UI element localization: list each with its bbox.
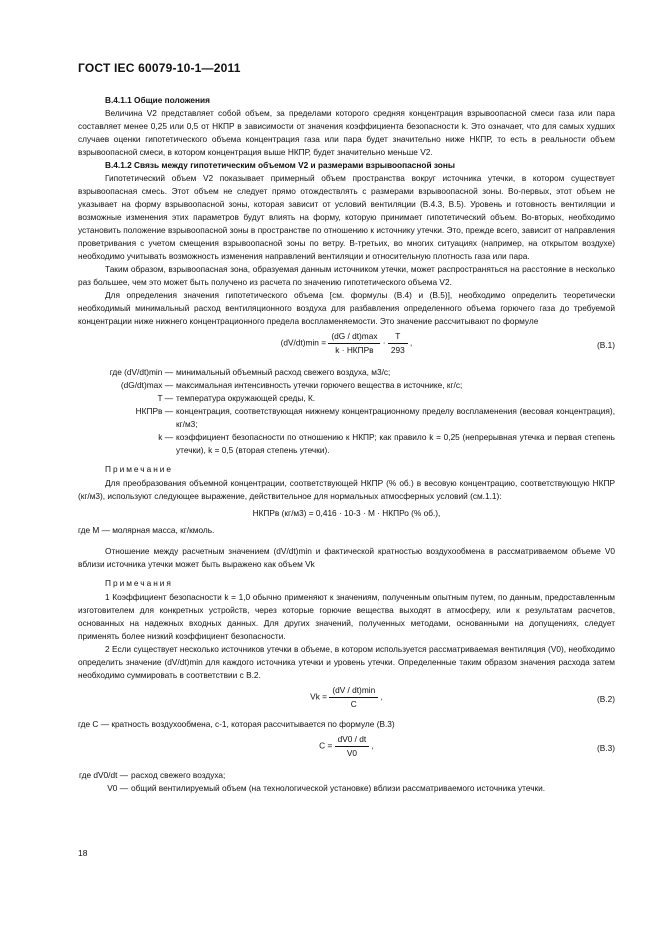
- equation-b3: [78, 733, 615, 763]
- standard-header: ГОСТ IEC 60079-10-1—2011: [78, 61, 241, 75]
- paragraph-2: Гипотетический объем V2 показывает примерный объем пространства вокруг источника утечки, в котором существует взрывоопасная смесь. Этот объем не следует прямо отождествлять с размерами взрывоопасной зоны. Во-первых, этот объем не указывает на форму взрывоопасной зоны, которая зависит от условий вентиляции (В.4.3, В.5). Уровень и готовность вентиляции и возможные изменения этих параметров будут влиять на форму, которую принимает гипотетический объем. Во-вторых, необходимо установить положение взрывоопасной зоны в пространстве по отношению к источнику утечки. Это, прежде всего, зависит от направления проветривания с учетом смещения взрывоопасной зоны по ветру. В-третьих, во многих ситуациях (например, на открытом воздухе) необходимо учитывать возможность изменения направлений вентиляции и относительную плотность газа или пара.: [78, 173, 615, 261]
- definition-term: НКПРв —: [135, 406, 173, 416]
- paragraph-3: Таким образом, взрывоопасная зона, образуемая данным источником утечки, может распространяться на расстояние в несколько раз большее, чем это может быть получено из расчета по значению гипотетического объема V2.: [78, 264, 615, 287]
- eq1-numerator-1: (dG / dt)max: [328, 330, 380, 344]
- definition-term: k —: [158, 432, 173, 442]
- definition-term: V0 —: [107, 783, 128, 793]
- eq3-tail: ,: [371, 740, 374, 751]
- eq2-fraction: [329, 684, 378, 711]
- eq1-fraction-2: [388, 330, 408, 357]
- note-heading: Примечание: [105, 464, 174, 474]
- definition-desc: общий вентилируемый объем (на технологической установке) вблизи рассматриваемого источника утечки.: [131, 783, 546, 793]
- paragraph-4: Для определения значения гипотетического объема [см. формулы (В.4) и (В.5)], необходимо определить теоретически необходимый минимальный расход вентиляционного воздуха для разбавления определенного объема горючего газа до требуемой концентрации ниже нижнего концентрационного предела воспламеняемости. Это значение рассчитывают по формуле: [78, 290, 615, 326]
- definition-row: [78, 405, 615, 431]
- paragraph-5: Отношение между расчетным значением (dV/dt)min и фактической кратностью воздухообмена в рассматриваемом объеме V0 вблизи источника утечки может быть выражено как объем Vk: [78, 546, 615, 569]
- note-text: Для преобразования объемной концентрации, соответствующей НКПР (% об.) в весовую концентрацию, соответствующую НКПР (кг/м3), используют следующее выражение, действительное для нормальных атмосферных условий (см.1.1):: [78, 478, 615, 501]
- definition-row: [78, 392, 615, 405]
- eq1-number: (В.1): [597, 340, 615, 350]
- eq3-denominator: V0: [346, 748, 357, 758]
- eq2-number: (В.2): [597, 694, 615, 704]
- eq1-numerator-2: T: [388, 330, 408, 344]
- definitions-list-2: [78, 769, 615, 795]
- section-title-b412: В.4.1.2 Связь между гипотетическим объемом V2 и размерами взрывоопасной зоны: [105, 160, 455, 170]
- definition-term: где dV0/dt —: [78, 770, 128, 780]
- notes-heading: Примечания: [105, 578, 173, 588]
- eq3-lhs: C =: [319, 740, 333, 751]
- eq2-tail: ,: [380, 691, 383, 702]
- section-title-b411: В.4.1.1 Общие положения: [105, 95, 210, 105]
- definition-desc: температура окружающей среды, К.: [176, 393, 316, 403]
- eq2-numerator: (dV / dt)min: [329, 684, 378, 698]
- definition-term: где (dV/dt)min —: [109, 367, 173, 377]
- note-where: где M — молярная масса, кг/кмоль.: [78, 525, 215, 535]
- definition-row: [78, 431, 615, 457]
- definition-desc: коэффициент безопасности по отношению к НКПР; как правило k = 0,25 (непрерывная утечка и первая степень утечки), k = 0,5 (вторая степень утечки).: [176, 432, 615, 455]
- page-number: 18: [78, 848, 88, 858]
- where-c: где C — кратность воздухообмена, с-1, которая рассчитывается по формуле (В.3): [78, 719, 395, 729]
- definition-term: (dG/dt)max —: [120, 380, 173, 390]
- document-page: [78, 62, 615, 799]
- definition-row: [78, 782, 615, 795]
- note-formula: НКПРв (кг/м3) = 0,416 · 10-3 · M · НКПРо (% об.),: [252, 508, 441, 518]
- definition-row: [78, 379, 615, 392]
- definition-desc: минимальный объемный расход свежего воздуха, м3/с;: [176, 367, 391, 377]
- definition-row: [78, 366, 615, 379]
- definitions-list-1: [78, 366, 615, 457]
- definition-term: T —: [157, 393, 173, 403]
- eq1-denominator-1: k · НКПРв: [335, 345, 374, 355]
- equation-b2: [78, 684, 615, 714]
- eq3-number: (В.3): [597, 743, 615, 753]
- definition-desc: концентрация, соответствующая нижнему концентрационному пределу воспламенения (весовая концентрация), кг/м3;: [176, 406, 615, 429]
- eq3-fraction: [335, 733, 370, 760]
- note-item-2: 2 Если существует несколько источников утечки в объеме, в котором используется рассматриваемая вентиляция (V0), необходимо определить значение (dV/dt)min для каждого источника утечки и уровень утечки. Определенные таким образом значения расхода затем необходимо суммировать в соответствии с В.2.: [78, 644, 615, 680]
- eq2-lhs: Vk =: [310, 691, 327, 702]
- equation-b1: (dV/dt)min = $\frac{(dG / dt)\max}{\text{k · НКПРв}}$ · $\frac{T}{293}$ , (В.1): [280, 331, 615, 355]
- definition-desc: расход свежего воздуха;: [131, 770, 226, 780]
- eq3-numerator: dV0 / dt: [335, 733, 370, 747]
- note-item-1: 1 Коэффициент безопасности k = 1,0 обычно применяют к значениям, полученным опытным путем, по данным, предоставленным изготовителем для конкретных устройств, через которые горючие вещества выходят в атмосферу, или к результатам расчетов, основанных на надежных входных данных. Для других значений, полученных методами, основанными на допущениях, следует применять более низкий коэффициент безопасности.: [78, 592, 615, 641]
- eq1-lhs: (dV/dt)min =: [280, 337, 327, 348]
- eq1-fraction-1: [328, 330, 380, 357]
- definition-desc: максимальная интенсивность утечки горючего вещества в источнике, кг/с;: [176, 380, 463, 390]
- definition-row: [78, 769, 615, 782]
- eq1-denominator-2: 293: [390, 345, 405, 355]
- paragraph-1: Величина V2 представляет собой объем, за пределами которого средняя концентрация взрывоопасной смеси газа или пара составляет менее 0,25 или 0,5 от НКПР в зависимости от значения коэффициента безопасности k. Это означает, что для самых худших случаев оценки гипотетического объема концентрация газа или пара будет значительно ниже НКПР, то есть в реальности объем взрывоопасной смеси, в котором концентрация выше НКПР, будет значительно меньше V2.: [78, 108, 615, 157]
- eq2-denominator: C: [350, 699, 357, 709]
